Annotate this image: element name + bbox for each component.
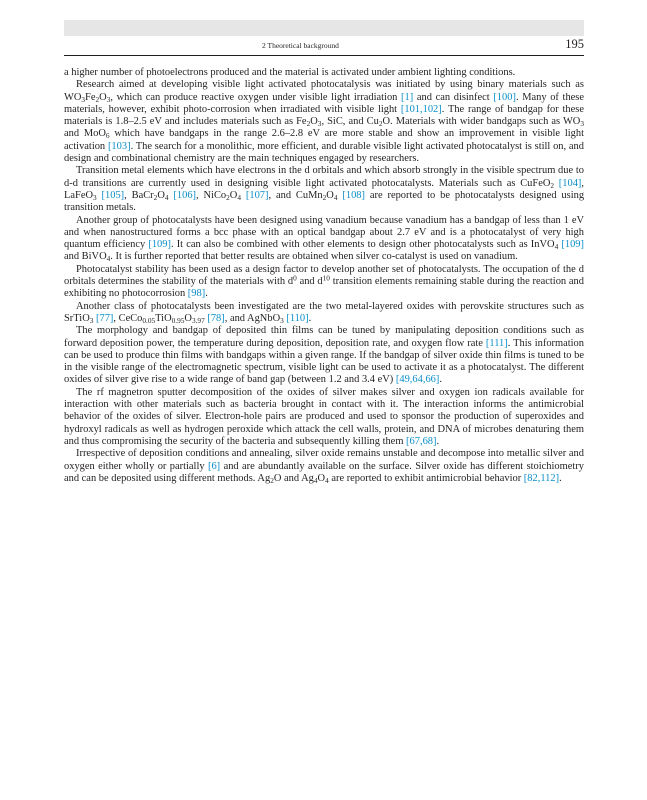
text-run: . [559,472,562,484]
citation-link[interactable]: [1] [401,91,414,103]
subscript: 4 [554,241,559,251]
paragraph [64,165,584,214]
paragraph [64,264,584,301]
superscript: 10 [322,273,330,283]
citation-link[interactable]: [111] [485,337,508,349]
subscript: 3 [317,119,322,129]
citation-link[interactable]: [78] [207,312,225,324]
text-run: O [157,189,165,201]
subscript: 4 [333,192,338,202]
paragraph [64,325,584,386]
subscript: 2 [95,94,100,104]
header-band [64,20,584,36]
subscript: 2 [322,192,327,202]
text-run: O [184,312,192,324]
text-run: O [310,116,318,128]
text-run: and d [296,276,323,288]
text-run: . [436,435,440,447]
text-run: and MoO [64,128,106,140]
subscript: 2 [270,475,274,485]
text-run: O and Ag [273,472,314,484]
text-run: O [229,189,238,201]
text-run: which have bandgaps in the range 2.6–2.8 eV are more stable and show an improvement in visible light activation [64,128,584,152]
subscript: 3 [106,94,111,104]
text-run: transition elements remaining stable during the reaction and exhibiting no photocorrosion [64,276,584,300]
running-head: 2 Theoretical background [262,41,339,50]
subscript: 4 [106,254,111,264]
citation-link[interactable]: [49,64,66] [395,374,440,386]
citation-link[interactable]: [6] [207,460,221,472]
text-run: , BaCr [124,189,154,201]
text-run: . [205,288,208,300]
subscript: 2 [153,192,158,202]
subscript: 2 [378,119,383,129]
text-run: and can disinfect [413,91,494,103]
page-number: 195 [565,37,584,51]
text-run: O [317,472,326,484]
citation-link[interactable]: [109] [561,239,584,251]
citation-link[interactable]: [107] [245,189,269,201]
subscript: 4 [164,192,169,202]
header-rule [64,55,584,56]
paragraph [64,301,584,326]
superscript: 0 [293,273,297,283]
text-run: TiO [155,312,172,324]
text-run: . The search for a monolithic, more efficient, and durable visible light activated photocatalyst is still on, and design and combinational chemistry are the main techniques engaged by researchers. [64,140,584,165]
subscript: 3 [580,119,584,129]
paragraph [64,67,584,79]
citation-link[interactable]: [109] [148,239,171,251]
text-run: . It can also be combined with other elements to design other photocatalysts such as InVO [170,239,555,251]
subscript: 4 [325,475,329,485]
subscript: 0.05 [142,315,156,325]
subscript: 4 [313,475,318,485]
text-run: a higher number of photoelectrons produced and the material is activated under ambient lighting conditions. [64,67,516,78]
text-run: and BiVO [64,251,107,263]
text-run: . This information can be used to produce thin films with bandgaps within a given range. If the bandgap of silver oxide thin films is tuned to be in the visible range of the electromagnetic spectrum, visible light can be used to activate it as a photocatalyst. The different oxides of silver give rise to a wide range of band gap (between 1.2 and 3.4 eV) [64,337,584,386]
text-run: , which can produce reactive oxygen under visible light irradiation [110,91,402,103]
subscript: 0.95 [171,315,185,325]
subscript: 3 [92,192,97,202]
paragraph [64,79,584,165]
text-run: Transition metal elements which have electrons in the d orbitals and which absorb strongly in the visible spectrum due to d-d transitions are currently used in designing visible light activated photocatalysts. Materials such as CuFeO [64,165,584,189]
citation-link[interactable]: [103] [107,140,131,152]
citation-link[interactable]: [104] [558,177,582,189]
subscript: 2 [550,180,555,190]
text-run: . It is further reported that better results are obtained when silver co-catalyst is used on vanadium. [110,251,518,263]
citation-link[interactable]: [67,68] [406,435,437,447]
text-run: , and CuMn [268,189,323,201]
subscript: 4 [237,192,241,202]
subscript: 3 [89,315,94,325]
text-run: Fe [85,91,96,103]
text-run: are reported to exhibit antimicrobial behavior [328,472,524,484]
subscript: 2 [306,119,311,129]
subscript: 2 [226,192,230,202]
citation-link[interactable]: [100] [493,91,516,103]
text-run: , LaFeO [64,177,585,201]
citation-link[interactable]: [106] [173,189,197,201]
text-run: Another class of photocatalysts been investigated are the two metal-layered oxides with perovskite structures such as SrTiO [64,300,584,324]
citation-link[interactable]: [108] [342,189,365,201]
subscript: 3 [280,315,284,325]
text-run: , CeCo [113,312,143,324]
citation-link[interactable]: [101,102] [400,103,442,115]
citation-link[interactable]: [77] [96,312,114,324]
text-run: O [99,91,107,103]
text-run: and are abundantly available on the surface. Silver oxide has different stoichiometry and can be deposited using different methods. Ag [64,460,584,484]
text-run: The morphology and bandgap of deposited thin films can be tuned by manipulating deposition conditions such as forward deposition power, the temperature during deposition, deposition rate, and oxygen flow rate [64,325,584,349]
citation-link[interactable]: [105] [101,189,125,201]
text-run: Photocatalyst stability has been used as a design factor to develop another set of photocatalysts. The occupation of the d orbitals determines the stability of the materials with d [64,263,584,288]
subscript: 3.97 [191,315,205,325]
paragraph [64,448,584,485]
paragraph [64,387,584,448]
text-run: . The range of bandgap for these materials is 1.8–2.5 eV and includes materials such as Fe [64,103,584,128]
text-run: , SiC, and Cu [321,116,379,128]
subscript: 3 [81,94,86,104]
citation-link[interactable]: [98] [187,288,206,300]
text-run: Irrespective of deposition conditions and annealing, silver oxide remains unstable and decompose into metallic silver and oxygen either wholly or partially [64,448,584,472]
text-run: O. Materials with wider bandgaps such as WO [382,116,581,128]
text-run: , and AgNbO [224,312,281,324]
text-run: . [308,312,312,324]
text-run: . [439,374,442,386]
citation-link[interactable]: [110] [286,312,309,324]
text-run: Another group of photocatalysts have been designed using vanadium because vanadium has a bandgap of less than 1 eV and when nanostructured forms a bcc phase with an optical bandgap about 2.7 eV and is a photocatalyst of very high quantum efficiency [64,214,584,251]
citation-link[interactable]: [82,112] [523,472,560,484]
text-run: O [326,189,334,201]
text-run: Research aimed at developing visible light activated photocatalysis was initiated by using binary materials such as WO [64,79,584,103]
text-run: The rf magnetron sputter decomposition of the oxides of silver makes silver and oxygen ion radicals available for interaction with other materials such as bacteria brought in contact with it. The interaction informs the antimicrobial behavior of the oxides of silver. Electron-hole pairs are produced and used to sponsor the production of superoxides and hydroxyl radicals as well as hydrogen peroxide which attack the cell walls, protein, and DNA of microbes denaturing them and thus compromising the security of the bacteria and subsequently killing them [64,386,584,447]
subscript: 6 [105,131,110,141]
paragraph [64,215,584,264]
text-run: , NiCo [196,189,227,201]
body-text [64,67,584,485]
text-run: . Many of these materials, however, exhibit photo-corrosion when irradiated with visible light [64,91,584,115]
text-run: are reported to be photocatalysts designed using transition metals. [64,189,585,214]
